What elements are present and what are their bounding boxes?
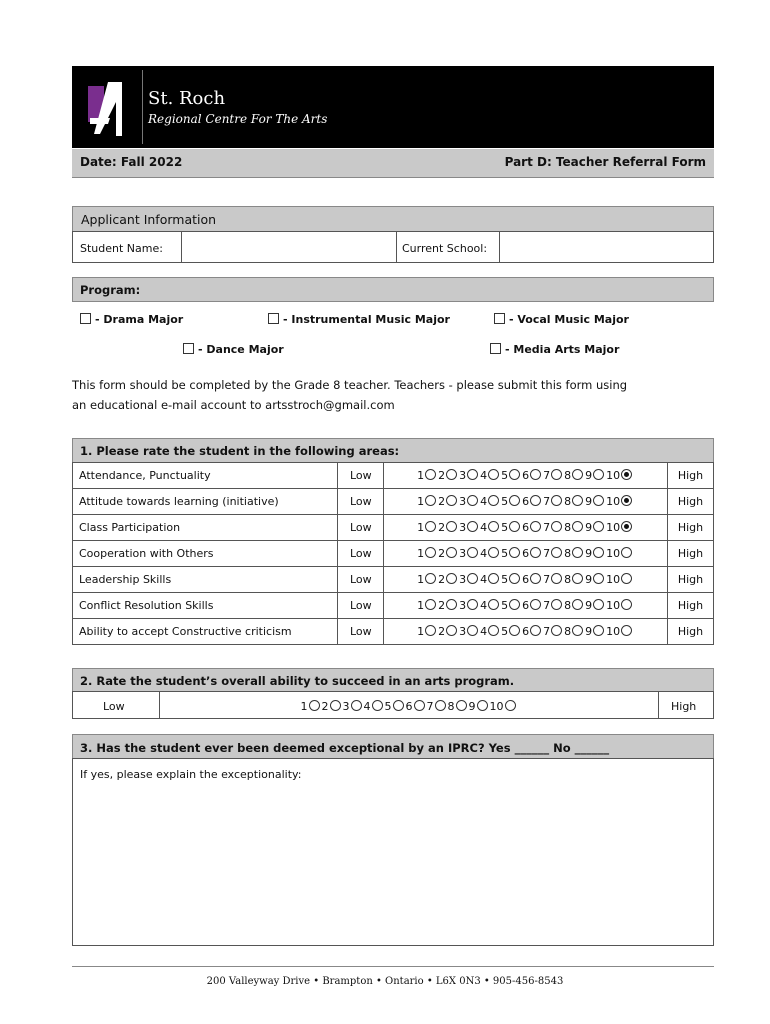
overall-rating-number: 3 [342, 700, 350, 713]
rating-low-label: Low [338, 593, 384, 619]
exceptionality-prompt: If yes, please explain the exceptionality: [80, 768, 302, 781]
rating-radio-7[interactable] [551, 573, 562, 584]
rating-number: 1 [417, 625, 425, 638]
rating-radio-7[interactable] [551, 469, 562, 480]
rating-radio-1[interactable] [425, 625, 436, 636]
rating-low-label: Low [338, 463, 384, 489]
rating-number: 6 [522, 547, 530, 560]
rating-radio-5[interactable] [509, 599, 520, 610]
instructions [72, 375, 627, 415]
media-arts-checkbox[interactable] [490, 343, 501, 354]
rating-radio-6[interactable] [530, 573, 541, 584]
rating-radio-2[interactable] [446, 625, 457, 636]
rating-scale [384, 541, 668, 567]
rating-number: 3 [459, 495, 467, 508]
org-name: St. Roch [148, 88, 226, 109]
form-title: Part D: Teacher Referral Form [504, 155, 706, 169]
current-school-field[interactable] [499, 232, 714, 262]
program-option-label: - Dance Major [198, 343, 284, 356]
rating-number: 5 [501, 599, 509, 612]
rating-radio-5[interactable] [509, 521, 520, 532]
rating-scale [384, 593, 668, 619]
rating-radio-5[interactable] [509, 547, 520, 558]
rating-number: 2 [438, 495, 446, 508]
overall-rating-number: 1 [300, 700, 308, 713]
rating-number: 4 [480, 599, 488, 612]
rating-number: 8 [564, 573, 572, 586]
rating-radio-8[interactable] [572, 547, 583, 558]
rating-number: 6 [522, 573, 530, 586]
rating-number: 2 [438, 573, 446, 586]
rating-number: 7 [543, 469, 551, 482]
overall-rating-number: 10 [489, 700, 504, 713]
rating-radio-4[interactable] [488, 521, 499, 532]
rating-number: 10 [606, 521, 621, 534]
rating-number: 9 [585, 495, 593, 508]
rating-radio-9[interactable] [593, 599, 604, 610]
rating-row [73, 541, 714, 567]
rating-radio-3[interactable] [467, 521, 478, 532]
rating-row [73, 567, 714, 593]
rating-number: 10 [606, 495, 621, 508]
current-school-label: Current School: [402, 242, 488, 255]
student-name-label: Student Name: [80, 242, 163, 255]
rating-radio-9[interactable] [593, 573, 604, 584]
rating-radio-8[interactable] [572, 495, 583, 506]
rating-radio-4[interactable] [488, 495, 499, 506]
overall-rating-radio-3[interactable] [351, 700, 362, 711]
rating-radio-4[interactable] [488, 547, 499, 558]
rating-number: 2 [438, 599, 446, 612]
rating-radio-6[interactable] [530, 521, 541, 532]
program-option-label: - Drama Major [95, 313, 184, 326]
rating-number: 5 [501, 469, 509, 482]
rating-number: 9 [585, 625, 593, 638]
overall-rating-radio-6[interactable] [414, 700, 425, 711]
section2-high-label: High [671, 700, 697, 713]
rating-high-label: High [668, 593, 714, 619]
rating-number: 5 [501, 573, 509, 586]
rating-radio-6[interactable] [530, 599, 541, 610]
rating-radio-4[interactable] [488, 469, 499, 480]
rating-number: 9 [585, 547, 593, 560]
rating-radio-6[interactable] [530, 547, 541, 558]
rating-area-label: Attendance, Punctuality [73, 463, 338, 489]
program-option-label: - Media Arts Major [505, 343, 620, 356]
rating-number: 1 [417, 573, 425, 586]
rating-number: 4 [480, 521, 488, 534]
applicant-heading [72, 206, 714, 232]
rating-radio-4[interactable] [488, 599, 499, 610]
rating-number: 6 [522, 599, 530, 612]
program-option-vocal[interactable] [494, 313, 629, 326]
rating-radio-9[interactable] [593, 547, 604, 558]
rating-high-label: High [668, 541, 714, 567]
rating-radio-1[interactable] [425, 521, 436, 532]
program-option-label: - Instrumental Music Major [283, 313, 450, 326]
rating-row [73, 593, 714, 619]
rating-number: 10 [606, 573, 621, 586]
rating-radio-8[interactable] [572, 573, 583, 584]
rating-row [73, 619, 714, 645]
rating-low-label: Low [338, 541, 384, 567]
program-heading [72, 277, 714, 302]
footer-divider [72, 966, 714, 967]
rating-number: 8 [564, 625, 572, 638]
rating-radio-3[interactable] [467, 495, 478, 506]
exceptionality-explanation-box[interactable] [72, 758, 714, 946]
rating-number: 4 [480, 573, 488, 586]
rating-radio-8[interactable] [572, 521, 583, 532]
rating-radio-2[interactable] [446, 547, 457, 558]
rating-number: 3 [459, 469, 467, 482]
rating-number: 1 [417, 599, 425, 612]
overall-rating-number: 4 [363, 700, 371, 713]
section1-heading [72, 438, 714, 463]
dance-checkbox[interactable] [183, 343, 194, 354]
rating-area-label: Attitude towards learning (initiative) [73, 489, 338, 515]
overall-rating-radio-1[interactable] [309, 700, 320, 711]
rating-number: 7 [543, 495, 551, 508]
overall-rating-radio-2[interactable] [330, 700, 341, 711]
rating-area-label: Leadership Skills [73, 567, 338, 593]
rating-number: 4 [480, 469, 488, 482]
rating-number: 9 [585, 469, 593, 482]
rating-number: 2 [438, 521, 446, 534]
overall-rating-radio-10[interactable] [505, 700, 516, 711]
rating-radio-3[interactable] [467, 625, 478, 636]
rating-radio-10[interactable] [621, 469, 632, 480]
overall-rating-radio-5[interactable] [393, 700, 404, 711]
rating-low-label: Low [338, 515, 384, 541]
rating-scale [384, 567, 668, 593]
rating-radio-5[interactable] [509, 625, 520, 636]
rating-number: 5 [501, 547, 509, 560]
rating-number: 1 [417, 547, 425, 560]
rating-number: 4 [480, 495, 488, 508]
rating-area-label: Ability to accept Constructive criticism [73, 619, 338, 645]
rating-number: 5 [501, 625, 509, 638]
rating-low-label: Low [338, 619, 384, 645]
rating-number: 10 [606, 625, 621, 638]
applicant-row [72, 231, 714, 263]
rating-radio-5[interactable] [509, 469, 520, 480]
section2-low-label: Low [103, 700, 125, 713]
section1-heading-text: 1. Please rate the student in the following areas: [80, 444, 400, 458]
rating-high-label: High [668, 619, 714, 645]
rating-radio-4[interactable] [488, 573, 499, 584]
rating-number: 7 [543, 625, 551, 638]
rating-radio-5[interactable] [509, 573, 520, 584]
rating-number: 6 [522, 625, 530, 638]
rating-radio-2[interactable] [446, 599, 457, 610]
rating-radio-3[interactable] [467, 547, 478, 558]
student-name-field[interactable] [181, 232, 397, 262]
rating-scale [384, 515, 668, 541]
rating-number: 6 [522, 521, 530, 534]
rating-radio-6[interactable] [530, 469, 541, 480]
rating-table [72, 462, 714, 645]
title-bar [72, 149, 714, 178]
rating-number: 3 [459, 599, 467, 612]
section2-scale [159, 692, 659, 718]
rating-number: 8 [564, 469, 572, 482]
rating-radio-10[interactable] [621, 547, 632, 558]
rating-number: 3 [459, 521, 467, 534]
header-divider [142, 70, 143, 144]
rating-radio-8[interactable] [572, 625, 583, 636]
rating-radio-7[interactable] [551, 599, 562, 610]
rating-area-label: Conflict Resolution Skills [73, 593, 338, 619]
rating-radio-1[interactable] [425, 547, 436, 558]
rating-number: 10 [606, 547, 621, 560]
rating-area-label: Cooperation with Others [73, 541, 338, 567]
org-subtitle: Regional Centre For The Arts [148, 112, 328, 126]
rating-radio-10[interactable] [621, 521, 632, 532]
rating-radio-9[interactable] [593, 625, 604, 636]
rating-radio-2[interactable] [446, 521, 457, 532]
program-option-instrumental[interactable] [268, 313, 450, 326]
header-banner [72, 66, 714, 148]
rating-high-label: High [668, 463, 714, 489]
section2-heading-text: 2. Rate the student’s overall ability to succeed in an arts program. [80, 674, 515, 688]
applicant-heading-text: Applicant Information [81, 212, 217, 227]
rating-radio-3[interactable] [467, 573, 478, 584]
rating-number: 9 [585, 573, 593, 586]
instructions-line-1: This form should be completed by the Grade 8 teacher. Teachers - please submit this form using [72, 378, 628, 392]
rating-radio-2[interactable] [446, 495, 457, 506]
rating-number: 8 [564, 521, 572, 534]
rating-radio-7[interactable] [551, 625, 562, 636]
rating-radio-10[interactable] [621, 625, 632, 636]
rating-number: 2 [438, 469, 446, 482]
rating-radio-10[interactable] [621, 599, 632, 610]
overall-rating-number: 8 [447, 700, 455, 713]
section2-row [72, 691, 714, 719]
rating-radio-7[interactable] [551, 521, 562, 532]
overall-rating-radio-4[interactable] [372, 700, 383, 711]
rating-radio-3[interactable] [467, 469, 478, 480]
rating-high-label: High [668, 489, 714, 515]
rating-number: 3 [459, 625, 467, 638]
rating-scale [384, 463, 668, 489]
overall-rating-number: 7 [426, 700, 434, 713]
rating-number: 7 [543, 599, 551, 612]
rating-scale [384, 619, 668, 645]
section3-heading [72, 734, 714, 759]
rating-number: 1 [417, 469, 425, 482]
rating-radio-7[interactable] [551, 495, 562, 506]
rating-number: 2 [438, 547, 446, 560]
rating-radio-2[interactable] [446, 469, 457, 480]
rating-row [73, 489, 714, 515]
rating-number: 4 [480, 547, 488, 560]
rating-number: 7 [543, 547, 551, 560]
rating-low-label: Low [338, 567, 384, 593]
rating-row [73, 463, 714, 489]
rating-radio-4[interactable] [488, 625, 499, 636]
rating-radio-5[interactable] [509, 495, 520, 506]
overall-rating-number: 6 [405, 700, 413, 713]
rating-number: 3 [459, 573, 467, 586]
rating-row [73, 515, 714, 541]
rating-area-label: Class Participation [73, 515, 338, 541]
rating-number: 7 [543, 521, 551, 534]
section3-heading-text: 3. Has the student ever been deemed exceptional by an IPRC? Yes ______ No ______ [80, 741, 610, 755]
overall-rating-radio-8[interactable] [456, 700, 467, 711]
rating-number: 3 [459, 547, 467, 560]
rating-number: 5 [501, 495, 509, 508]
rating-radio-3[interactable] [467, 599, 478, 610]
rating-number: 9 [585, 599, 593, 612]
rating-radio-1[interactable] [425, 599, 436, 610]
rating-number: 8 [564, 495, 572, 508]
school-logo [86, 78, 126, 138]
instructions-line-2: an educational e-mail account to artsstroch@gmail.com [72, 398, 395, 412]
rating-radio-1[interactable] [425, 469, 436, 480]
rating-number: 1 [417, 521, 425, 534]
overall-rating-radio-9[interactable] [477, 700, 488, 711]
program-option-media-arts[interactable] [490, 343, 619, 356]
program-option-drama[interactable] [80, 313, 183, 326]
program-heading-text: Program: [80, 283, 141, 297]
rating-number: 1 [417, 495, 425, 508]
rating-number: 4 [480, 625, 488, 638]
overall-rating-number: 2 [321, 700, 329, 713]
rating-high-label: High [668, 567, 714, 593]
rating-number: 6 [522, 495, 530, 508]
overall-rating-radio-7[interactable] [435, 700, 446, 711]
section2-heading [72, 668, 714, 692]
instrumental-checkbox[interactable] [268, 313, 279, 324]
overall-rating-number: 5 [384, 700, 392, 713]
rating-radio-10[interactable] [621, 495, 632, 506]
rating-radio-6[interactable] [530, 625, 541, 636]
rating-radio-2[interactable] [446, 573, 457, 584]
rating-radio-10[interactable] [621, 573, 632, 584]
rating-radio-8[interactable] [572, 469, 583, 480]
rating-number: 5 [501, 521, 509, 534]
rating-radio-1[interactable] [425, 495, 436, 506]
rating-radio-7[interactable] [551, 547, 562, 558]
rating-number: 2 [438, 625, 446, 638]
rating-low-label: Low [338, 489, 384, 515]
rating-number: 10 [606, 599, 621, 612]
rating-number: 6 [522, 469, 530, 482]
rating-number: 9 [585, 521, 593, 534]
overall-rating-number: 9 [468, 700, 476, 713]
rating-radio-9[interactable] [593, 521, 604, 532]
footer-address: 200 Valleyway Drive • Brampton • Ontario • L6X 0N3 • 905-456-8543 [206, 976, 564, 987]
rating-radio-9[interactable] [593, 495, 604, 506]
rating-high-label: High [668, 515, 714, 541]
rating-radio-6[interactable] [530, 495, 541, 506]
rating-number: 8 [564, 547, 572, 560]
form-date: Date: Fall 2022 [80, 155, 183, 169]
rating-radio-8[interactable] [572, 599, 583, 610]
program-option-label: - Vocal Music Major [509, 313, 629, 326]
vocal-checkbox[interactable] [494, 313, 505, 324]
rating-scale [384, 489, 668, 515]
rating-number: 10 [606, 469, 621, 482]
drama-checkbox[interactable] [80, 313, 91, 324]
program-option-dance[interactable] [183, 343, 284, 356]
rating-radio-1[interactable] [425, 573, 436, 584]
rating-number: 8 [564, 599, 572, 612]
rating-radio-9[interactable] [593, 469, 604, 480]
rating-number: 7 [543, 573, 551, 586]
